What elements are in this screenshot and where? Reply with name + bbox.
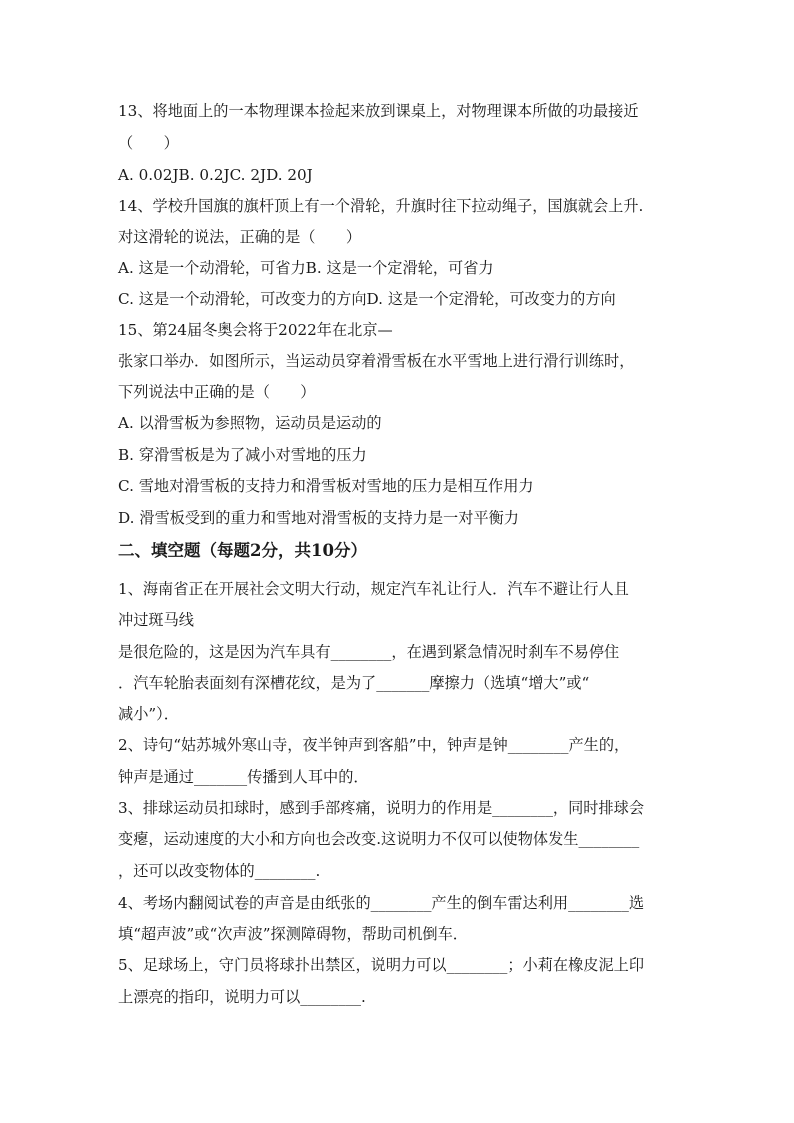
fill-item-2-line-1: 2、诗句“姑苏城外寒山寺，夜半钟声到客船”中，钟声是钟________产生的， [118,736,630,754]
fill-item-3-line-1: 3、排球运动员扣球时，感到手部疼痛，说明力的作用是________，同时排球会 [118,799,645,817]
q15-option-d: D. 滑雪板受到的重力和雪地对滑雪板的支持力是一对平衡力 [118,509,519,527]
fill-item-3-line-2: 变瘪，运动速度的大小和方向也会改变.这说明力不仅可以使物体发生________ [118,830,640,848]
q15-stem: 15、第24届冬奥会将于2022年在北京— [118,321,393,339]
q14-stem: 14、学校升国旗的旗杆顶上有一个滑轮，升旗时往下拉动绳子，国旗就会上升. [118,197,644,215]
q13-answer-blank: （ ） [118,134,179,152]
fill-item-1-line-4: ．汽车轮胎表面刻有深槽花纹，是为了_______摩擦力（选填“增大”或“ [118,674,590,692]
fill-item-1-line-2: 冲过斑马线 [118,611,194,629]
fill-item-4-line-1: 4、考场内翻阅试卷的声音是由纸张的________产生的倒车雷达利用________选 [118,894,645,912]
fill-item-1-line-5: 减小”）． [118,705,179,723]
fill-item-1-line-1: 1、海南省正在开展社会文明大行动，规定汽车礼让行人．汽车不避让行人且 [118,580,629,598]
fill-item-5-line-2: 上漂亮的指印，说明力可以________. [118,988,366,1006]
q13-options: A. 0.02JB. 0.2JC. 2JD. 20J [118,166,313,184]
q15-option-c: C. 雪地对滑雪板的支持力和滑雪板对雪地的压力是相互作用力 [118,477,534,495]
q14-options-cd: C. 这是一个动滑轮，可改变力的方向D. 这是一个定滑轮，可改变力的方向 [118,290,616,308]
q15-stem-3: 下列说法中正确的是（ ） [118,383,316,401]
q15-stem-2: 张家口举办．如图所示，当运动员穿着滑雪板在水平雪地上进行滑行训练时， [118,352,635,370]
fill-item-5-line-1: 5、足球场上，守门员将球扑出禁区，说明力可以________；小莉在橡皮泥上印 [118,956,645,974]
section-heading: 二、填空题（每题2分，共10分） [118,541,367,560]
q13-stem: 13、将地面上的一本物理课本捡起来放到课桌上，对物理课本所做的功最接近 [118,102,639,120]
q14-options-ab: A. 这是一个动滑轮，可省力B. 这是一个定滑轮，可省力 [118,259,494,277]
q14-stem-tail: 对这滑轮的说法，正确的是（ ） [118,228,361,246]
fill-item-4-line-2: 填“超声波”或“次声波”探测障碍物，帮助司机倒车． [118,925,468,943]
fill-item-2-line-2: 钟声是通过_______传播到人耳中的． [118,768,369,786]
fill-item-3-line-3: ，还可以改变物体的________. [118,862,321,880]
q15-option-b: B. 穿滑雪板是为了减小对雪地的压力 [118,446,367,464]
fill-item-1-line-3: 是很危险的，这是因为汽车具有________，在遇到紧急情况时刹车不易停住 [118,643,620,661]
q15-option-a: A. 以滑雪板为参照物，运动员是运动的 [118,414,382,432]
